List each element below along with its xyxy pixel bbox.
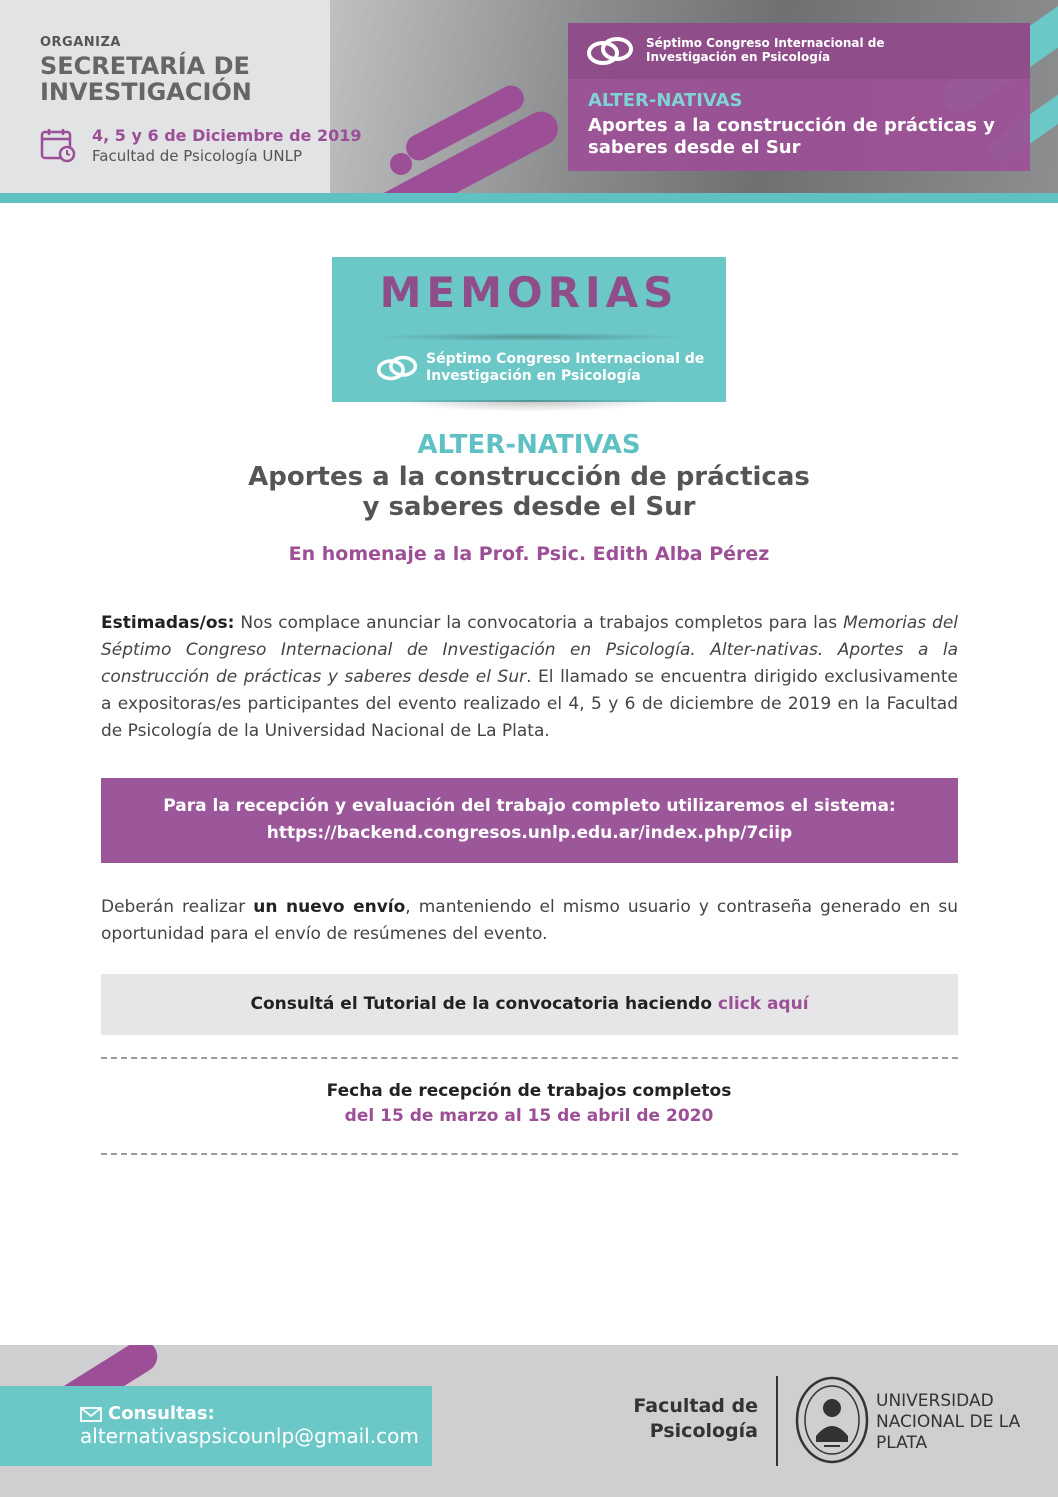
paragraph-text: Nos complace anunciar la convocatoria a trabajos completos para las xyxy=(234,613,844,633)
announcement-paragraph xyxy=(101,610,958,745)
deco-dot xyxy=(390,153,412,175)
header-divider xyxy=(0,193,1058,203)
contact-label: Consultas: xyxy=(108,1403,215,1424)
paragraph-text: , manteniendo el mismo usuario y contraseña generado en su oportunidad para el envío de resúmenes del evento. xyxy=(101,897,959,944)
memorias-shadow xyxy=(390,400,668,412)
paragraph-text: . El llamado se encuentra dirigido exclusivamente a expositoras/es participantes del evento realizado el 4, 5 y 6 de diciembre de 2019 en la Facultad de Psicología de la Universidad Nacional de La Plata. xyxy=(101,667,958,741)
congress-logo-icon xyxy=(586,31,634,71)
paragraph-text: Deberán realizar xyxy=(101,897,254,917)
tutorial-link[interactable]: click aquí xyxy=(717,994,809,1014)
memorias-divider xyxy=(370,333,688,341)
congress-logo-icon xyxy=(376,350,418,386)
contact-email-link[interactable]: alternativaspsicounlp@gmail.com xyxy=(80,1424,419,1448)
faculty-name: Facultad de Psicología xyxy=(633,1395,758,1442)
subtitle-line: Aportes a la construcción de prácticas xyxy=(248,462,810,492)
system-url-link[interactable]: https://backend.congresos.unlp.edu.ar/index.php/7ciip xyxy=(266,823,793,843)
tutorial-line xyxy=(101,994,958,1014)
instructions-paragraph xyxy=(101,894,958,948)
memorias-title: MEMORIAS xyxy=(379,268,679,317)
homage-line: En homenaje a la Prof. Psic. Edith Alba Pérez xyxy=(288,543,770,565)
tutorial-text: Consultá el Tutorial de la convocatoria haciendo xyxy=(250,994,718,1014)
header-alter-nativas: ALTER-NATIVAS xyxy=(588,90,743,111)
footer-divider xyxy=(776,1376,778,1466)
calendar-icon xyxy=(40,127,76,163)
greeting: Estimadas/os: xyxy=(101,613,235,633)
subtitle xyxy=(0,462,1058,522)
university-name: UNIVERSIDAD NACIONAL DE LA PLATA xyxy=(876,1391,1021,1453)
system-box xyxy=(101,778,958,863)
organiza-label: ORGANIZA xyxy=(40,35,121,50)
dashed-divider xyxy=(101,1153,958,1155)
alter-nativas-title: ALTER-NATIVAS xyxy=(417,430,641,460)
mail-icon xyxy=(80,1407,102,1422)
deadline-range: del 15 de marzo al 15 de abril de 2020 xyxy=(344,1106,714,1126)
event-venue: Facultad de Psicología UNLP xyxy=(92,147,303,165)
subtitle-line: y saberes desde el Sur xyxy=(362,492,696,522)
header-congress-name: Séptimo Congreso Internacional de Investigación en Psicología xyxy=(646,36,885,64)
memorias-full-title: Memorias del Séptimo Congreso Internacional de Investigación en Psicología. Alter-nativas. Aportes a la construcción de prácticas y saberes desde el Sur xyxy=(101,613,959,687)
organizer-name: SECRETARÍA DE INVESTIGACIÓN xyxy=(40,52,252,106)
header-subtitle: Aportes a la construcción de prácticas y saberes desde el Sur xyxy=(588,115,995,158)
memorias-congress-name: Séptimo Congreso Internacional de Investigación en Psicología xyxy=(426,351,705,384)
system-label: Para la recepción y evaluación del trabajo completo utilizaremos el sistema: xyxy=(163,796,896,816)
event-dates: 4, 5 y 6 de Diciembre de 2019 xyxy=(92,126,362,145)
emphasis-new-submission: un nuevo envío xyxy=(253,897,406,917)
unlp-seal-icon xyxy=(794,1376,870,1464)
deadline-label: Fecha de recepción de trabajos completos xyxy=(326,1081,732,1101)
dashed-divider xyxy=(101,1057,958,1059)
